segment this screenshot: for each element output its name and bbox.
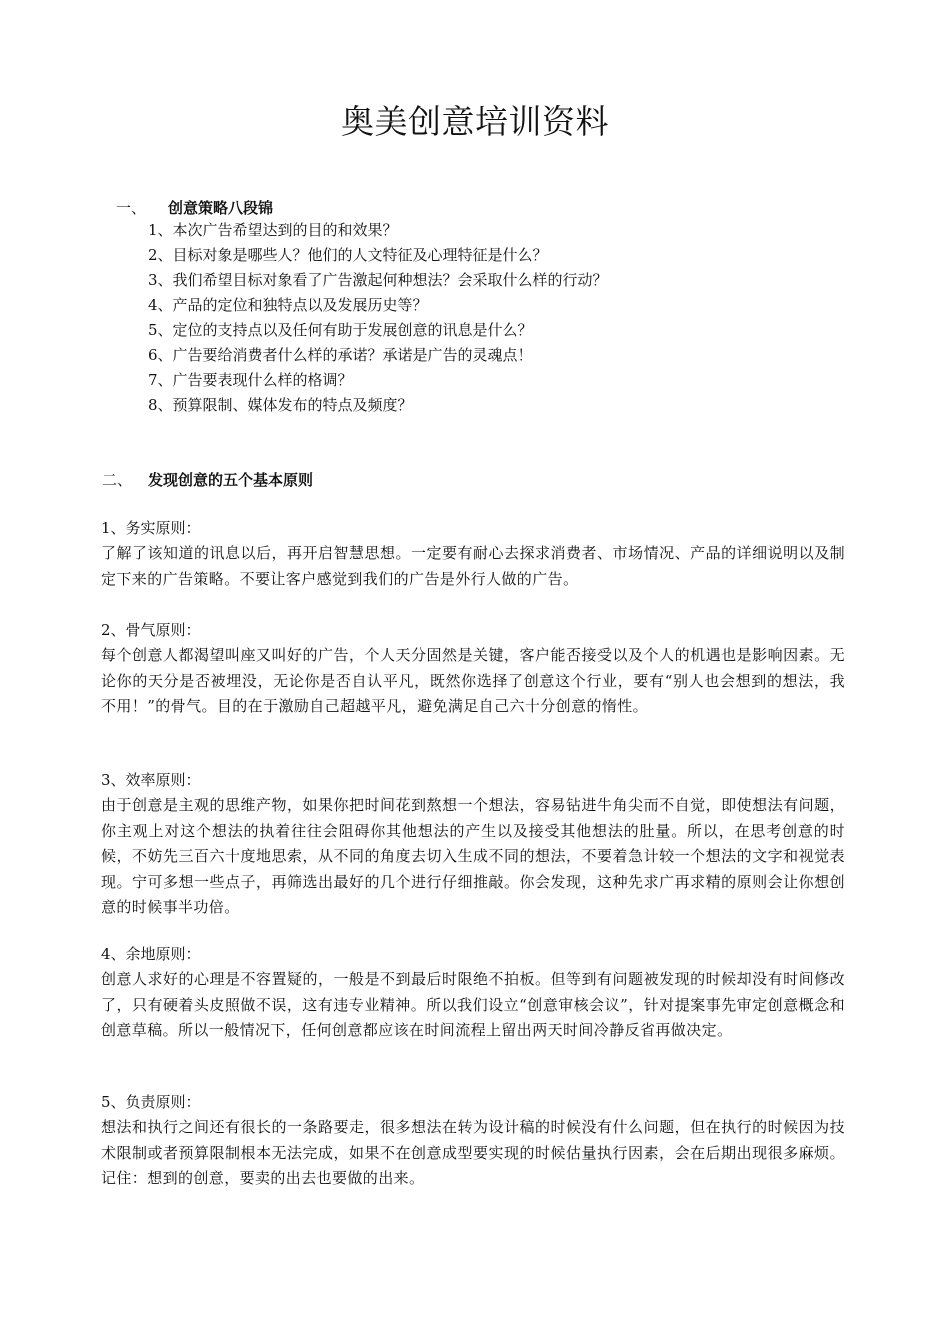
strategy-question-list bbox=[148, 218, 608, 418]
section-2-title: 发现创意的五个基本原则 bbox=[148, 471, 314, 489]
section-1-title: 创意策略八段锦 bbox=[168, 199, 274, 217]
list-item: 2、目标对象是哪些人？他们的人文特征及心理特征是什么？ bbox=[148, 246, 548, 264]
list-item: 6、广告要给消费者什么样的承诺？承诺是广告的灵魂点！ bbox=[148, 346, 533, 364]
section-1-number: 一、 bbox=[116, 199, 147, 217]
list-item: 5、定位的支持点以及任何有助于发展创意的讯息是什么？ bbox=[148, 321, 533, 339]
page-title: 奥美创意培训资料 bbox=[341, 102, 609, 141]
list-item: 4、产品的定位和独特点以及发展历史等？ bbox=[148, 296, 428, 314]
principle-heading: 3、效率原则： bbox=[101, 771, 201, 789]
principle-heading: 5、负责原则： bbox=[101, 1093, 201, 1111]
principle-heading: 1、务实原则： bbox=[101, 519, 201, 537]
principle-block bbox=[101, 768, 845, 921]
section-2-heading bbox=[102, 468, 313, 492]
principle-body: 想法和执行之间还有很长的一条路要走，很多想法在转为设计稿的时候没有什么问题，但在执行的时候因为技术限制或者预算限制根本无法完成，如果不在创意成型要实现的时候估量执行因素，会在后期出现很多麻烦。记住：想到的创意，要卖的出去也要做的出来。 bbox=[101, 1118, 845, 1187]
list-item: 1、本次广告希望达到的目的和效果？ bbox=[148, 221, 398, 239]
principle-block bbox=[101, 942, 845, 1044]
principle-heading: 2、骨气原则： bbox=[101, 621, 201, 639]
list-item: 8、预算限制、媒体发布的特点及频度？ bbox=[148, 396, 413, 414]
principle-block bbox=[101, 1090, 845, 1192]
list-item: 7、广告要表现什么样的格调？ bbox=[148, 371, 353, 389]
principle-body: 由于创意是主观的思维产物，如果你把时间花到熬想一个想法，容易钻进牛角尖而不自觉，即使想法有问题，你主观上对这个想法的执着往往会阻碍你其他想法的产生以及接受其他想法的肚量。所以，在思考创意的时候，不妨先三百六十度地思索，从不同的角度去切入生成不同的想法，不要着急计较一个想法的文字和视觉表现。宁可多想一些点子，再筛选出最好的几个进行仔细推敲。你会发现，这种先求广再求精的原则会让你想创意的时候事半功倍。 bbox=[101, 796, 845, 916]
principle-block bbox=[101, 516, 845, 592]
principle-heading: 4、余地原则： bbox=[101, 945, 201, 963]
principle-block bbox=[101, 618, 845, 720]
principle-body: 每个创意人都渴望叫座又叫好的广告，个人天分固然是关键，客户能否接受以及个人的机遇也是影响因素。无论你的天分是否被埋没，无论你是否自认平凡，既然你选择了创意这个行业，要有“别人也会想到的想法，我不用！”的骨气。目的在于激励自己超越平凡，避免满足自己六十分创意的惰性。 bbox=[101, 646, 845, 715]
section-1-heading bbox=[116, 196, 273, 220]
principle-body: 创意人求好的心理是不容置疑的，一般是不到最后时限绝不拍板。但等到有问题被发现的时候却没有时间修改了，只有硬着头皮照做不误，这有违专业精神。所以我们设立“创意审核会议”，针对提案事先审定创意概念和创意草稿。所以一般情况下，任何创意都应该在时间流程上留出两天时间冷静反省再做决定。 bbox=[101, 970, 845, 1039]
list-item: 3、我们希望目标对象看了广告激起何种想法？会采取什么样的行动？ bbox=[148, 271, 608, 289]
section-2-number: 二、 bbox=[102, 471, 133, 489]
principle-body: 了解了该知道的讯息以后，再开启智慧思想。一定要有耐心去探求消费者、市场情况、产品的详细说明以及制定下来的广告策略。不要让客户感觉到我们的广告是外行人做的广告。 bbox=[101, 544, 845, 588]
